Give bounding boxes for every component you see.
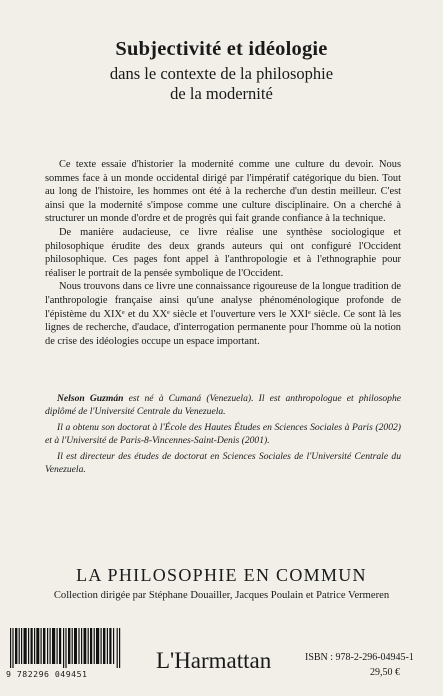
book-title: Subjectivité et idéologie (115, 38, 328, 60)
summary-text (45, 158, 401, 348)
summary-paragraph-3: Nous trouvons dans ce livre une connaissance rigoureuse de la longue tradition de l'anthropologie française ainsi qu'une analyse phénoménologique profonde de l'épistème du XIXᵉ et du XXᵉ siècle et l'ouverture vers le XXIᵉ siècle. Ce sont là les lignes de recherche, d'audace, d'interrogation permanente pour l'homme où la notion de crise des idéologies occupe un espace important. (45, 281, 401, 347)
summary-paragraph-2: De manière audacieuse, ce livre réalise une synthèse sociologique et philosophique érudite des deux grands auteurs qui ont configuré l'Occident philosophique. Ces pages font appel à l'anthropologie et à l'ethnographie pour réaliser le portrait de la pensée symbolique de l'Occident. (45, 226, 401, 279)
barcode (10, 628, 122, 668)
barcode-number: 9 782296 049451 (6, 669, 88, 679)
isbn: ISBN : 978-2-296-04945-1 (305, 652, 414, 663)
author-bio-text-1: est né à Cumaná (Venezuela). Il est anthropologue et philosophe diplômé de l'Université Centrale du Venezuela. (45, 393, 401, 418)
author-bio-paragraph-3: Il est directeur des études de doctorat en Sciences Sociales de l'Université Centrale du Venezuela. (45, 451, 401, 476)
series-name: LA PHILOSOPHIE EN COMMUN (76, 565, 367, 585)
publisher-logo: L'Harmattan (156, 648, 272, 673)
price: 29,50 € (370, 667, 400, 678)
summary-paragraph-1: Ce texte essaie d'historier la modernité comme une culture du devoir. Nous sommes face à un monde occidental dirigé par l'impératif catégorique du bien. Tout au long de l'histoire, les hommes ont été à la recherche d'un destin meilleur. C'est ainsi que la modernité s'impose comme une culture disciplinaire. On a cherché à structurer un monde d'ordre et de progrès qui fait grande confiance à la technique. (45, 159, 401, 225)
book-subtitle-line-1: dans le contexte de la philosophie (109, 64, 334, 83)
author-bio-paragraph-2: Il a obtenu son doctorat à l'École des Hautes Études en Sciences Sociales à Paris (2002) et à l'Université de Paris-8-Vincennes-Saint-Denis (2001). (45, 422, 401, 447)
author-name: Nelson Guzmán (57, 393, 124, 404)
author-bio (45, 392, 401, 480)
collection-credit: Collection dirigée par Stéphane Douailler, Jacques Poulain et Patrice Vermeren (53, 590, 390, 601)
book-subtitle-line-2: de la modernité (170, 84, 273, 103)
author-bio-paragraph-1 (45, 392, 401, 418)
